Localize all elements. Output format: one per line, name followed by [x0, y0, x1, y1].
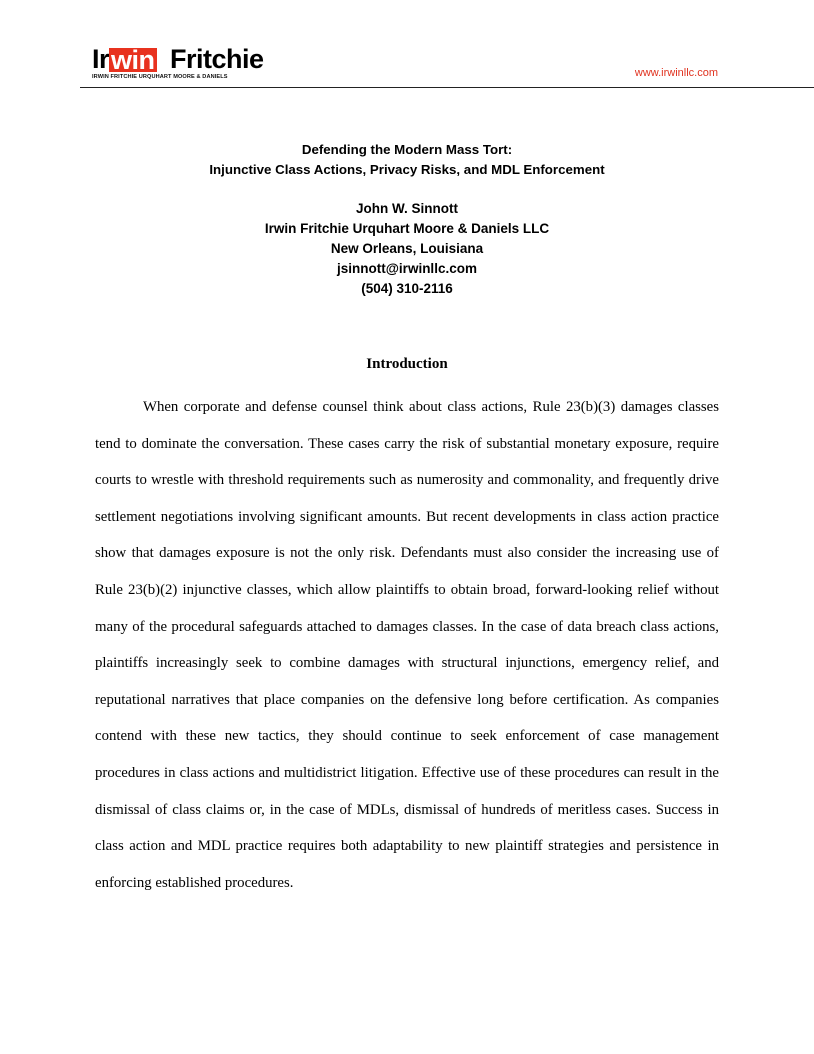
logo-irwin: [92, 44, 157, 74]
title-line-2: Injunctive Class Actions, Privacy Risks, and MDL Enforcement: [209, 162, 605, 177]
logo-tagline: IRWIN FRITCHIE URQUHART MOORE & DANIELS: [92, 74, 228, 80]
introduction-paragraph: When corporate and defense counsel think about class actions, Rule 23(b)(3) damages classes tend to dominate the conversation. These cases carry the risk of substantial monetary exposure, require courts to wrestle with threshold requirements such as numerosity and commonality, and frequently drive settlement negotiations involving significant amounts. But recent developments in class action practice show that damages exposure is not the only risk. Defendants must also consider the increasing use of Rule 23(b)(2) injunctive classes, which allow plaintiffs to obtain broad, forward-looking relief without many of the procedural safeguards attached to damages classes. In the case of data breach class actions, plaintiffs increasingly seek to combine damages with structural injunctions, emergency relief, and reputational narratives that place companies on the defensive long before certification. As companies contend with these new tactics, they should continue to seek enforcement of case management procedures in class actions and multidistrict litigation. Effective use of these procedures can result in the dismissal of class claims or, in the case of MDLs, dismissal of hundreds of meritless cases. Success in class action and MDL practice requires both adaptability to new plaintiff strategies and persistence in enforcing established procedures.: [95, 399, 719, 891]
author-email[interactable]: jsinnott@irwinllc.com: [337, 261, 477, 276]
author-firm: Irwin Fritchie Urquhart Moore & Daniels LLC: [264, 221, 550, 236]
author-block: [0, 199, 814, 299]
header-divider: [80, 87, 814, 88]
author-phone: (504) 310-2116: [361, 281, 453, 296]
author-location: New Orleans, Louisiana: [330, 241, 484, 256]
section-heading: Introduction: [366, 356, 448, 372]
firm-logo: [92, 44, 264, 84]
logo-fritchie: Fritchie: [170, 44, 264, 74]
logo-irwin-box: win: [111, 45, 155, 75]
document-title: [0, 140, 814, 180]
header-url-link[interactable]: www.irwinllc.com: [634, 67, 718, 79]
title-line-1: Defending the Modern Mass Tort:: [301, 142, 513, 157]
logo-irwin-prefix: Ir: [92, 44, 110, 74]
author-name: John W. Sinnott: [356, 201, 458, 216]
